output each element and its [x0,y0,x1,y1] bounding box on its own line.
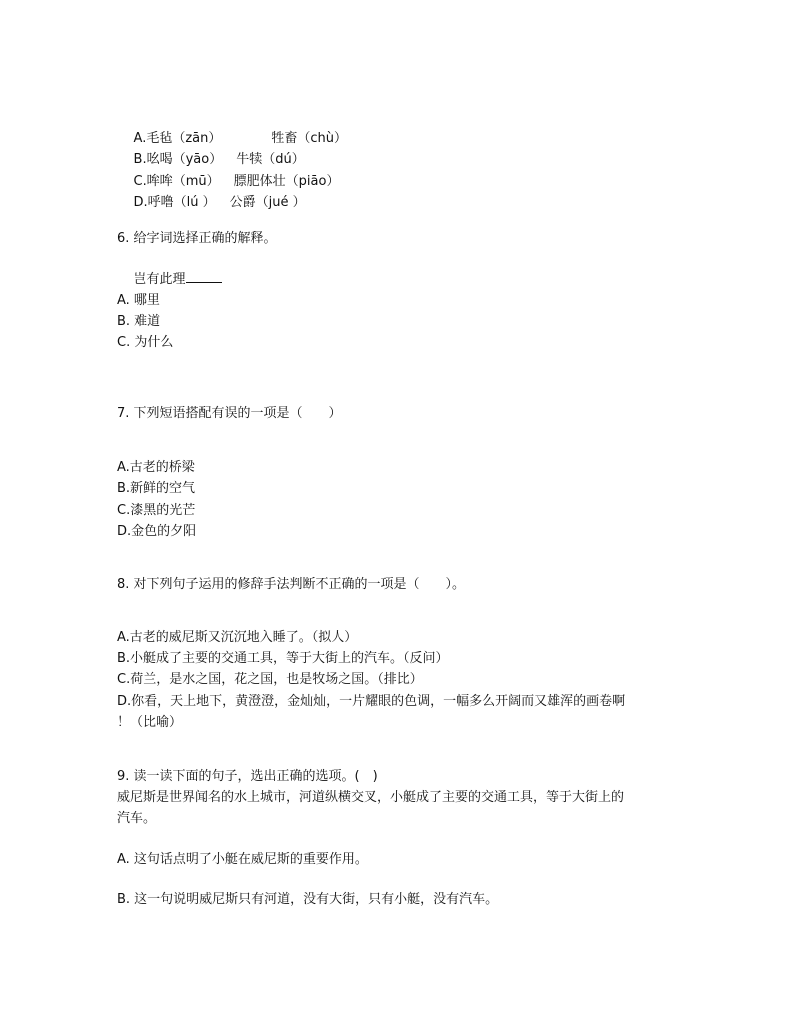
q8-option-c: C.荷兰，是水之国，花之国，也是牧场之国。（排比） [117,672,423,687]
q9-option-a: A. 这句话点明了小艇在威尼斯的重要作用。 [117,852,368,867]
q6-option-c: C. 为什么 [117,335,174,350]
q8-option-d-continued: ！（比喻） [117,715,183,730]
q8-option-d: D.你看，天上地下，黄澄澄，金灿灿，一片耀眼的色调，一幅多么开阔而又雄浑的画卷啊 [117,694,626,709]
q5-option-c-word2: 膘肥体壮（piāo） [233,174,340,189]
q9-stem: 9. 读一读下面的句子，选出正确的选项。( ) [117,769,378,784]
q6-option-a: A. 哪里 [117,293,160,308]
q8-option-b: B.小艇成了主要的交通工具，等于大街上的汽车。（反问） [117,651,449,666]
q7-option-d: D.金色的夕阳 [117,524,197,539]
q6-stem: 6. 给字词选择正确的解释。 [117,231,277,246]
q6-option-b: B. 难道 [117,314,161,329]
q6-word: 岂有此理 [133,272,186,287]
q5-option-b-word2: 牛犊（dú） [236,152,305,167]
q7-stem: 7. 下列短语搭配有误的一项是（ ） [117,406,342,421]
q5-option-d-word1: D.呼噜（lú ） [133,195,216,210]
q5-option-a-word1: A.毛毡（zān） [133,131,222,146]
q5-option-d-word2: 公爵（jué ） [229,195,306,210]
q6-answer-blank[interactable] [186,269,222,283]
q8-option-a: A.古老的威尼斯又沉沉地入睡了。（拟人） [117,630,358,645]
q9-option-b: B. 这一句说明威尼斯只有河道，没有大街，只有小艇，没有汽车。 [117,892,499,907]
q9-passage-line2: 汽车。 [117,811,157,826]
q7-option-a: A.古老的桥梁 [117,460,195,475]
q5-option-b-word1: B.吆喝（yāo） [133,152,223,167]
q7-option-c: C.漆黑的光芒 [117,503,196,518]
q8-stem: 8. 对下列句子运用的修辞手法判断不正确的一项是（ ）。 [117,577,466,592]
q7-option-b: B.新鲜的空气 [117,481,196,496]
q5-option-d [117,176,306,230]
q9-passage-line1: 威尼斯是世界闻名的水上城市，河道纵横交叉，小艇成了主要的交通工具，等于大街上的 [117,790,625,805]
q5-option-a-word2: 牲畜（chù） [271,131,347,146]
q5-option-c-word1: C.哞哞（mū） [133,174,220,189]
